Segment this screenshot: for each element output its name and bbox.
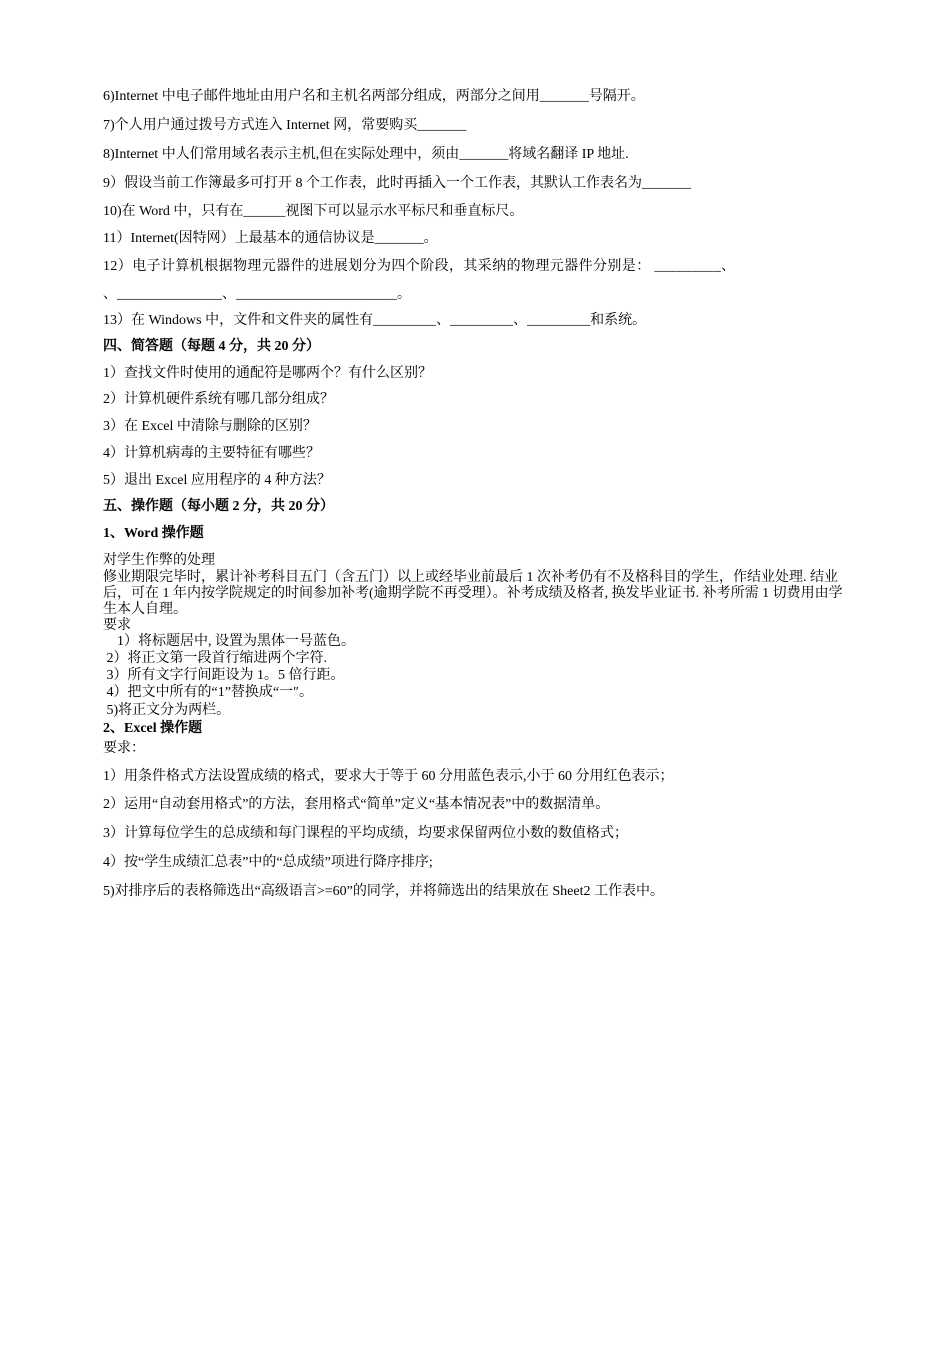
- word-requirement-3: 3）所有文字行间距设为 1。5 倍行距。: [103, 668, 345, 683]
- short-answer-heading: 四、简答题（每题 4 分，共 20 分）: [103, 339, 320, 354]
- excel-requirement-3: 3）计算每位学生的总成绩和每门课程的平均成绩，均要求保留两位小数的数值格式；: [103, 826, 628, 841]
- word-requirement-5: 5)将正文分为两栏。: [103, 703, 231, 718]
- excel-requirement-4: 4）按“学生成绩汇总表”中的“总成绩”项进行降序排序;: [103, 855, 433, 870]
- fill-question-6: 6)Internet 中电子邮件地址由用户名和主机名两部分组成，两部分之间用_______号隔开。: [103, 89, 645, 104]
- excel-requirements-label: 要求：: [103, 741, 145, 756]
- word-task-body: 修业期限完毕时，累计补考科目五门（含五门）以上或经毕业前最后 1 次补考仍有不及格科目的学生，作结业处理. 结业后，可在 1 年内按学院规定的时间参加补考(逾期学院不再受理）。补考成绩及格者, 换发毕业证书. 补考所需 1 切费用由学生本人自理。: [103, 570, 843, 617]
- fill-question-9: 9）假设当前工作簿最多可打开 8 个工作表，此时再插入一个工作表，其默认工作表名为_______: [103, 176, 691, 191]
- short-answer-item-5: 5）退出 Excel 应用程序的 4 种方法？: [103, 473, 331, 488]
- fill-question-12: 12）电子计算机根据物理元器件的进展划分为四个阶段，其采纳的物理元器件分别是： _________、: [103, 259, 736, 274]
- word-requirements-label: 要求: [103, 618, 131, 633]
- excel-requirement-2: 2）运用“自动套用格式”的方法，套用格式“简单”定义“基本情况表”中的数据清单。: [103, 797, 610, 812]
- short-answer-item-3: 3）在 Excel 中清除与删除的区别？: [103, 419, 317, 434]
- short-answer-item-4: 4）计算机病毒的主要特征有哪些？: [103, 446, 320, 461]
- fill-question-8: 8)Internet 中人们常用域名表示主机,但在实际处理中，须由_______将域名翻译 IP 地址.: [103, 147, 629, 162]
- fill-question-12-continued: 、_______________、_______________________。: [103, 287, 411, 302]
- excel-requirement-1: 1）用条件格式方法设置成绩的格式，要求大于等于 60 分用蓝色表示,小于 60 分用红色表示；: [103, 769, 674, 784]
- fill-question-11: 11）Internet(因特网）上最基本的通信协议是_______。: [103, 231, 438, 246]
- fill-question-13: 13）在 Windows 中，文件和文件夹的属性有_________、_________、_________和系统。: [103, 313, 647, 328]
- short-answer-item-1: 1）查找文件时使用的通配符是哪两个？有什么区别？: [103, 366, 432, 381]
- excel-task-heading: 2、Excel 操作题: [103, 721, 203, 736]
- word-requirement-4: 4）把文中所有的“1”替换成“一″。: [103, 685, 313, 700]
- operations-heading: 五、操作题（每小题 2 分，共 20 分）: [103, 499, 334, 514]
- fill-question-10: 10)在 Word 中，只有在______视图下可以显示水平标尺和垂直标尺。: [103, 204, 524, 219]
- excel-requirement-5: 5)对排序后的表格筛选出“高级语言>=60”的同学，并将筛选出的结果放在 Sheet2 工作表中。: [103, 884, 664, 899]
- word-requirement-1: 1）将标题居中, 设置为黑体一号蓝色。: [103, 634, 355, 649]
- short-answer-item-2: 2）计算机硬件系统有哪几部分组成？: [103, 392, 334, 407]
- fill-question-7: 7)个人用户通过拨号方式连入 Internet 网，常要购买_______: [103, 118, 467, 133]
- word-task-title: 对学生作弊的处理: [103, 553, 215, 568]
- word-requirement-2: 2）将正文第一段首行缩进两个字符.: [103, 651, 327, 666]
- word-task-heading: 1、Word 操作题: [103, 526, 204, 541]
